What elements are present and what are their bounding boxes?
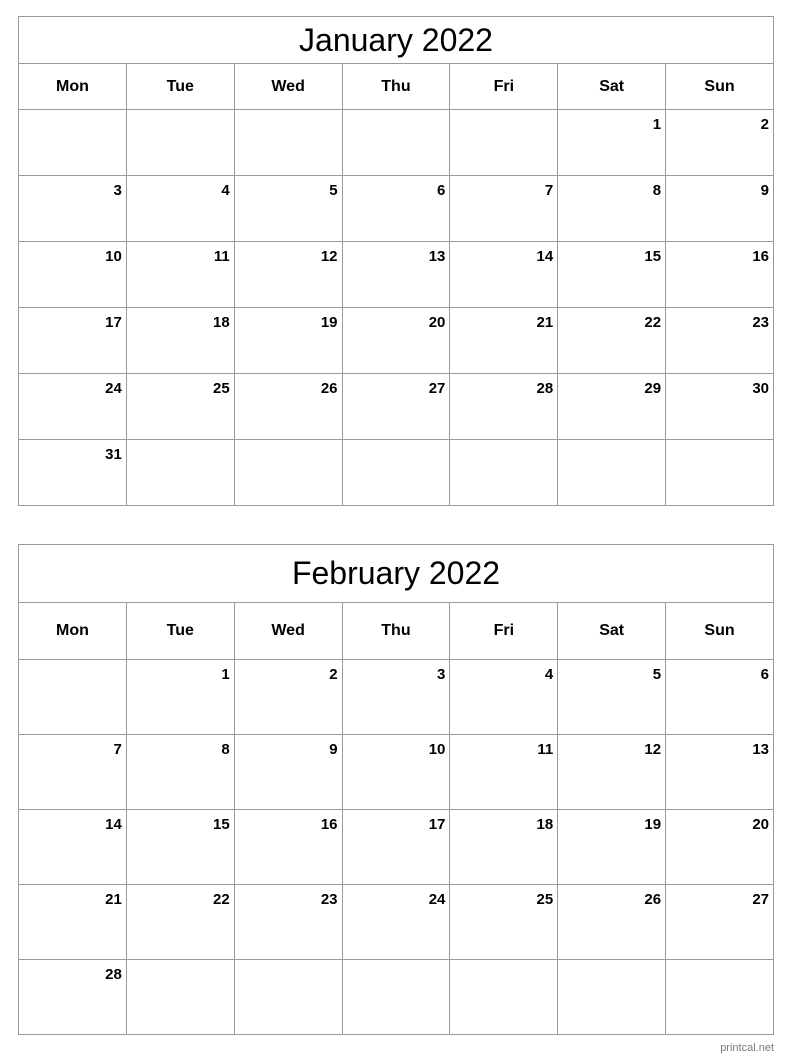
day-cell <box>342 308 450 374</box>
day-cell <box>558 110 666 176</box>
day-number: 4 <box>221 182 230 199</box>
day-number: 2 <box>760 116 769 133</box>
day-number: 19 <box>644 816 662 833</box>
day-number: 12 <box>644 741 662 758</box>
day-cell <box>234 374 342 440</box>
day-number: 24 <box>428 891 446 908</box>
day-cell <box>234 735 342 810</box>
day-cell <box>342 440 450 506</box>
day-cell <box>126 110 234 176</box>
day-number: 28 <box>536 380 554 397</box>
day-number: 10 <box>428 741 446 758</box>
day-cell <box>126 242 234 308</box>
watermark: printcal.net <box>720 1042 774 1054</box>
day-number: 22 <box>644 314 662 331</box>
day-cell <box>126 960 234 1035</box>
week-row <box>19 176 774 242</box>
day-number: 17 <box>105 314 122 331</box>
day-cell <box>558 242 666 308</box>
week-row <box>19 440 774 506</box>
day-number: 5 <box>652 666 662 683</box>
day-number: 26 <box>320 380 338 397</box>
weekday-header: Sat <box>558 603 666 660</box>
day-number <box>338 117 342 123</box>
day-cell <box>19 885 127 960</box>
week-row <box>19 960 774 1035</box>
day-number: 1 <box>221 666 230 683</box>
day-number: 21 <box>536 314 554 331</box>
day-cell <box>19 242 127 308</box>
month-title-row <box>19 545 774 603</box>
day-number: 26 <box>644 891 662 908</box>
day-cell <box>19 960 127 1035</box>
day-number: 10 <box>105 248 122 265</box>
day-number: 28 <box>105 966 122 983</box>
day-number: 25 <box>213 380 230 397</box>
day-number: 9 <box>329 741 338 758</box>
calendar-january <box>18 16 774 506</box>
day-cell <box>666 176 774 242</box>
day-number: 11 <box>213 248 230 265</box>
day-number: 3 <box>437 666 446 683</box>
day-number: 15 <box>644 248 662 265</box>
day-cell <box>342 810 450 885</box>
day-cell <box>450 885 558 960</box>
day-number: 15 <box>213 816 230 833</box>
day-cell <box>558 308 666 374</box>
day-number: 3 <box>113 182 122 199</box>
day-cell <box>450 374 558 440</box>
weekday-header: Sun <box>666 64 774 110</box>
day-cell <box>126 735 234 810</box>
week-row <box>19 308 774 374</box>
day-cell <box>19 735 127 810</box>
day-cell <box>342 660 450 735</box>
day-number: 8 <box>652 182 662 199</box>
day-cell <box>666 374 774 440</box>
day-cell <box>234 308 342 374</box>
day-number: 27 <box>428 380 446 397</box>
day-number: 18 <box>213 314 230 331</box>
day-cell <box>666 440 774 506</box>
day-number <box>553 967 557 973</box>
day-cell <box>666 308 774 374</box>
day-cell <box>19 110 127 176</box>
day-cell <box>558 660 666 735</box>
day-cell <box>666 110 774 176</box>
weekday-header-row <box>19 64 774 110</box>
day-cell <box>19 308 127 374</box>
weekday-header: Wed <box>234 64 342 110</box>
day-cell <box>342 374 450 440</box>
day-number: 18 <box>536 816 554 833</box>
day-cell <box>126 810 234 885</box>
weekday-header: Sun <box>666 603 774 660</box>
day-number <box>769 967 773 973</box>
day-number <box>661 967 665 973</box>
weekday-header: Fri <box>450 603 558 660</box>
day-number <box>445 447 449 453</box>
day-number: 21 <box>105 891 122 908</box>
month-title: February 2022 <box>19 545 774 603</box>
calendar-february <box>18 544 774 1035</box>
day-cell <box>666 885 774 960</box>
day-cell <box>234 176 342 242</box>
day-number <box>230 967 234 973</box>
day-number <box>230 117 234 123</box>
day-cell <box>234 885 342 960</box>
day-cell <box>19 440 127 506</box>
day-cell <box>126 176 234 242</box>
day-number <box>338 447 342 453</box>
day-cell <box>342 735 450 810</box>
day-cell <box>19 810 127 885</box>
weekday-header: Mon <box>19 603 127 660</box>
day-number: 7 <box>544 182 554 199</box>
day-number: 20 <box>428 314 446 331</box>
day-cell <box>342 960 450 1035</box>
day-number <box>769 447 773 453</box>
week-row <box>19 110 774 176</box>
day-cell <box>450 960 558 1035</box>
day-number: 19 <box>320 314 338 331</box>
weekday-header: Tue <box>126 603 234 660</box>
day-cell <box>666 735 774 810</box>
day-cell <box>450 308 558 374</box>
day-cell <box>450 660 558 735</box>
day-number: 1 <box>652 116 662 133</box>
day-number: 14 <box>105 816 122 833</box>
day-number: 17 <box>428 816 446 833</box>
day-number: 29 <box>644 380 662 397</box>
weekday-header: Sat <box>558 64 666 110</box>
day-cell <box>342 110 450 176</box>
day-cell <box>342 176 450 242</box>
day-cell <box>126 885 234 960</box>
day-cell <box>234 810 342 885</box>
day-number: 11 <box>537 741 554 758</box>
day-cell <box>666 960 774 1035</box>
week-row <box>19 735 774 810</box>
day-number: 13 <box>752 741 769 758</box>
day-cell <box>558 440 666 506</box>
day-number: 13 <box>428 248 446 265</box>
day-number: 6 <box>437 182 446 199</box>
day-cell <box>234 242 342 308</box>
day-number: 20 <box>752 816 769 833</box>
day-cell <box>126 660 234 735</box>
weekday-header-row <box>19 603 774 660</box>
day-cell <box>558 374 666 440</box>
weekday-header: Mon <box>19 64 127 110</box>
day-cell <box>450 242 558 308</box>
day-number: 25 <box>536 891 554 908</box>
day-number: 14 <box>536 248 554 265</box>
day-cell <box>450 810 558 885</box>
day-number: 23 <box>320 891 338 908</box>
day-number <box>661 447 665 453</box>
weekday-header: Thu <box>342 64 450 110</box>
day-cell <box>126 440 234 506</box>
week-row <box>19 810 774 885</box>
day-number <box>445 967 449 973</box>
day-number: 6 <box>760 666 769 683</box>
day-cell <box>19 176 127 242</box>
day-cell <box>450 735 558 810</box>
day-cell <box>666 810 774 885</box>
day-number <box>445 117 449 123</box>
day-cell <box>450 440 558 506</box>
day-number <box>122 667 126 673</box>
day-cell <box>558 885 666 960</box>
month-title: January 2022 <box>19 17 774 64</box>
day-cell <box>558 176 666 242</box>
day-number <box>122 117 126 123</box>
day-number: 31 <box>105 446 122 463</box>
day-number: 2 <box>329 666 338 683</box>
day-cell <box>234 960 342 1035</box>
day-cell <box>234 660 342 735</box>
week-row <box>19 242 774 308</box>
day-cell <box>558 810 666 885</box>
day-number: 5 <box>329 182 338 199</box>
day-number: 16 <box>320 816 338 833</box>
day-cell <box>450 176 558 242</box>
day-number: 7 <box>113 741 122 758</box>
day-number: 27 <box>752 891 769 908</box>
day-number: 30 <box>752 380 769 397</box>
day-cell <box>19 374 127 440</box>
week-row <box>19 885 774 960</box>
week-row <box>19 374 774 440</box>
day-number: 8 <box>221 741 230 758</box>
day-number: 16 <box>752 248 769 265</box>
day-cell <box>126 308 234 374</box>
day-cell <box>342 242 450 308</box>
month-title-row <box>19 17 774 64</box>
day-number: 23 <box>752 314 769 331</box>
day-number: 9 <box>760 182 769 199</box>
weekday-header: Fri <box>450 64 558 110</box>
day-number: 12 <box>320 248 338 265</box>
day-cell <box>666 242 774 308</box>
day-number <box>553 447 557 453</box>
day-cell <box>234 440 342 506</box>
day-cell <box>234 110 342 176</box>
day-cell <box>450 110 558 176</box>
week-row <box>19 660 774 735</box>
day-cell <box>19 660 127 735</box>
day-number <box>230 447 234 453</box>
day-cell <box>666 660 774 735</box>
day-number <box>338 967 342 973</box>
weekday-header: Thu <box>342 603 450 660</box>
day-cell <box>558 735 666 810</box>
weekday-header: Tue <box>126 64 234 110</box>
day-number: 22 <box>213 891 230 908</box>
day-cell <box>342 885 450 960</box>
day-cell <box>558 960 666 1035</box>
day-number: 4 <box>544 666 554 683</box>
day-cell <box>126 374 234 440</box>
weekday-header: Wed <box>234 603 342 660</box>
day-number: 24 <box>105 380 122 397</box>
day-number <box>553 117 557 123</box>
